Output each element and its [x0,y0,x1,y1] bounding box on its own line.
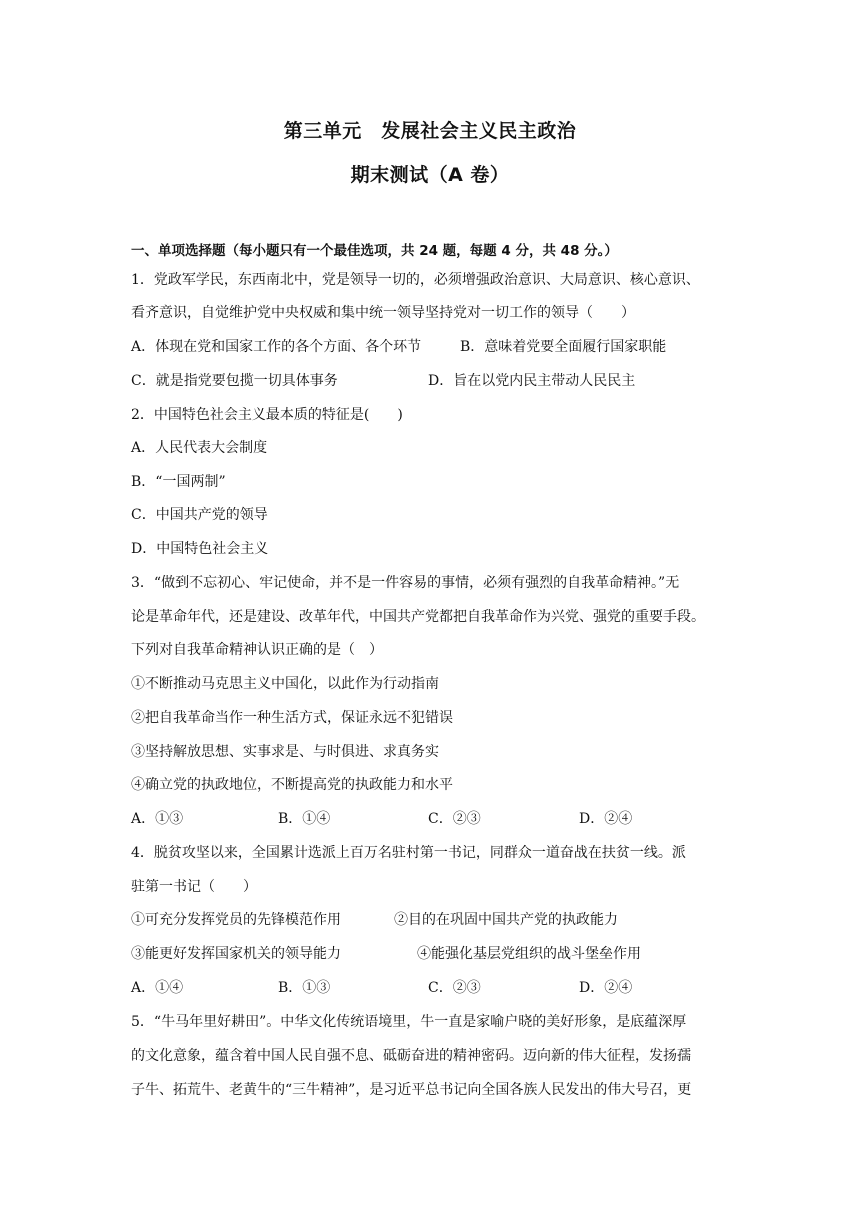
q1-option-a: A．体现在党和国家工作的各个方面、各个环节 [131,339,422,355]
q4-statement-3: ③能更好发挥国家机关的领导能力 [131,946,341,962]
exam-subtitle: 期末测试（A 卷） [350,164,510,186]
q2-option-b: B．“一国两制” [131,474,226,490]
q4-stem-line2: 驻第一书记（ ） [131,879,257,895]
q3-option-a: A．①③ [131,811,184,827]
q3-option-c: C．②③ [428,811,481,827]
q3-option-d: D．②④ [579,811,633,827]
section-heading: 一、单项选择题（每小题只有一个最佳选项，共 24 题，每题 4 分，共 48 分。） [131,243,618,259]
q4-option-b: B．①③ [278,980,331,996]
q3-statement-2: ②把自我革命当作一种生活方式，保证永远不犯错误 [131,710,453,726]
q5-stem-line3: 子牛、拓荒牛、老黄牛的“三牛精神”，是习近平总书记向全国各族人民发出的伟大号召，更 [131,1082,692,1098]
q1-option-d: D．旨在以党内民主带动人民民主 [428,373,636,389]
q1-option-b: B．意味着党要全面履行国家职能 [460,339,667,355]
q2-stem: 2．中国特色社会主义最本质的特征是( ) [131,407,403,423]
q1-stem-line1: 1．党政军学民，东西南北中，党是领导一切的，必须增强政治意识、大局意识、核心意识、 [131,272,700,288]
q2-option-d: D．中国特色社会主义 [131,541,269,557]
q3-option-b: B．①④ [278,811,331,827]
q5-stem-line1: 5．“牛马年里好耕田”。中华文化传统语境里，牛一直是家喻户晓的美好形象，是底蕴深厚 [131,1014,687,1030]
q4-statement-4: ④能强化基层党组织的战斗堡垒作用 [417,946,641,962]
q4-option-a: A．①④ [131,980,184,996]
q2-option-c: C．中国共产党的领导 [131,507,268,523]
q3-stem-line2: 论是革命年代，还是建设、改革年代，中国共产党都把自我革命作为兴党、强党的重要手段。 [131,609,705,625]
q1-option-c: C．就是指党要包揽一切具体事务 [131,373,338,389]
q3-statement-4: ④确立党的执政地位，不断提高党的执政能力和水平 [131,777,453,793]
q4-stem-line1: 4．脱贫攻坚以来，全国累计选派上百万名驻村第一书记，同群众一道奋战在扶贫一线。派 [131,845,686,861]
q3-statement-1: ①不断推动马克思主义中国化，以此作为行动指南 [131,676,439,692]
q4-statement-2: ②目的在巩固中国共产党的执政能力 [394,912,618,928]
q3-stem-line1: 3．“做到不忘初心、牢记使命，并不是一件容易的事情，必须有强烈的自我革命精神。”无 [131,575,680,591]
q1-stem-line2: 看齐意识，自觉维护党中央权威和集中统一领导坚持党对一切工作的领导（ ） [131,305,635,321]
q3-stem-line3: 下列对自我革命精神认识正确的是（ ） [131,642,383,658]
q5-stem-line2: 的文化意象，蕴含着中国人民自强不息、砥砺奋进的精神密码。迈向新的伟大征程，发扬孺 [131,1048,691,1064]
q4-option-c: C．②③ [428,980,481,996]
unit-title: 第三单元 发展社会主义民主政治 [283,120,577,142]
q3-statement-3: ③坚持解放思想、实事求是、与时俱进、求真务实 [131,744,439,760]
q4-statement-1: ①可充分发挥党员的先锋模范作用 [131,912,341,928]
q4-option-d: D．②④ [579,980,633,996]
q2-option-a: A．人民代表大会制度 [131,440,268,456]
